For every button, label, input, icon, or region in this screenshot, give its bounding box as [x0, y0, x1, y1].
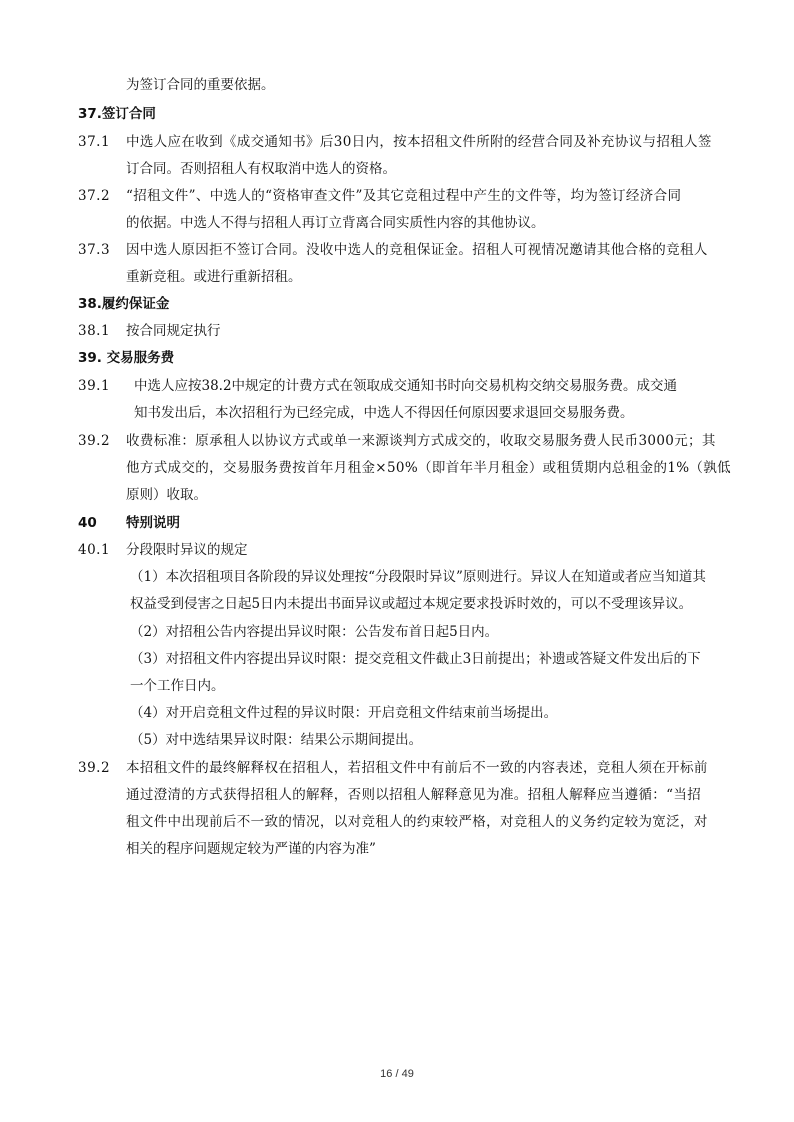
paragraph-line: 收费标准：原承租人以协议方式或单一来源谈判方式成交的，收取交易服务费人民币3000元；其	[126, 433, 716, 449]
clause-number: 39.1	[78, 378, 111, 394]
paragraph-line: 分段限时异议的规定	[126, 542, 248, 558]
paragraph-line: 本招租文件的最终解释权在招租人，若招租文件中有前后不一致的内容表述，竞租人须在开标前	[126, 760, 708, 776]
paragraph-line: （5）对中选结果异议时限：结果公示期间提出。	[130, 732, 423, 748]
paragraph-line: （4）对开启竞租文件过程的异议时限：开启竞租文件结束前当场提出。	[130, 705, 558, 721]
paragraph-line: 相关的程序问题规定较为严谨的内容为准”	[126, 841, 376, 857]
section-heading-39: 39. 交易服务费	[78, 350, 175, 366]
section-heading-38: 38.履约保证金	[78, 296, 170, 312]
paragraph-line: 一个工作日内。	[130, 678, 225, 694]
clause-number: 39.2	[78, 760, 111, 776]
page-number: 16 / 49	[380, 1068, 414, 1080]
clause-number: 38.1	[78, 323, 111, 339]
clause-number: 37.3	[78, 242, 111, 258]
paragraph-line: 因中选人原因拒不签订合同。没收中选人的竞租保证金。招租人可视情况邀请其他合格的竞租人	[126, 242, 708, 258]
paragraph-line: 中选人应在收到《成交通知书》后30日内，按本招租文件所附的经营合同及补充协议与招租人签	[126, 134, 712, 150]
paragraph-line: 原则）收取。	[126, 487, 207, 503]
section-heading-40-title: 特别说明	[126, 515, 180, 531]
paragraph-line: 订合同。否则招租人有权取消中选人的资格。	[126, 161, 396, 177]
paragraph-line: 中选人应按38.2中规定的计费方式在领取成交通知书时向交易机构交纳交易服务费。成交通	[134, 378, 678, 394]
paragraph-line: 租文件中出现前后不一致的情况，以对竞租人的约束较严格，对竞租人的义务约定较为宽泛，对	[126, 814, 708, 830]
paragraph-line: 的依据。中选人不得与招租人再订立背离合同实质性内容的其他协议。	[126, 215, 545, 231]
paragraph-line: （3）对招租文件内容提出异议时限：提交竞租文件截止3日前提出；补遗或答疑文件发出后的下	[130, 651, 701, 667]
paragraph-line: 权益受到侵害之日起5日内未提出书面异议或超过本规定要求投诉时效的，可以不受理该异议。	[130, 596, 693, 612]
paragraph-line: 按合同规定执行	[126, 323, 221, 339]
paragraph-line: 知书发出后，本次招租行为已经完成，中选人不得因任何原因要求退回交易服务费。	[134, 405, 634, 421]
paragraph-line: 通过澄清的方式获得招租人的解释，否则以招租人解释意见为准。招租人解释应当遵循：“当招	[126, 787, 702, 803]
clause-number: 37.2	[78, 188, 111, 204]
paragraph-line: 为签订合同的重要依据。	[126, 77, 275, 93]
section-heading-37: 37.签订合同	[78, 106, 156, 122]
clause-number: 40.1	[78, 542, 111, 558]
section-heading-40-number: 40	[78, 515, 97, 531]
clause-number: 39.2	[78, 433, 111, 449]
paragraph-line: 重新竞租。或进行重新招租。	[126, 269, 302, 285]
clause-number: 37.1	[78, 134, 111, 150]
paragraph-line: 他方式成交的，交易服务费按首年月租金×50%（即首年半月租金）或租赁期内总租金的1%（孰低	[126, 460, 731, 476]
paragraph-line: （1）本次招租项目各阶段的异议处理按“分段限时异议”原则进行。异议人在知道或者应当知道其	[130, 569, 706, 585]
paragraph-line: “招租文件”、中选人的“资格审查文件”及其它竞租过程中产生的文件等，均为签订经济合同	[126, 188, 682, 204]
paragraph-line: （2）对招租公告内容提出异议时限：公告发布首日起5日内。	[130, 624, 499, 640]
